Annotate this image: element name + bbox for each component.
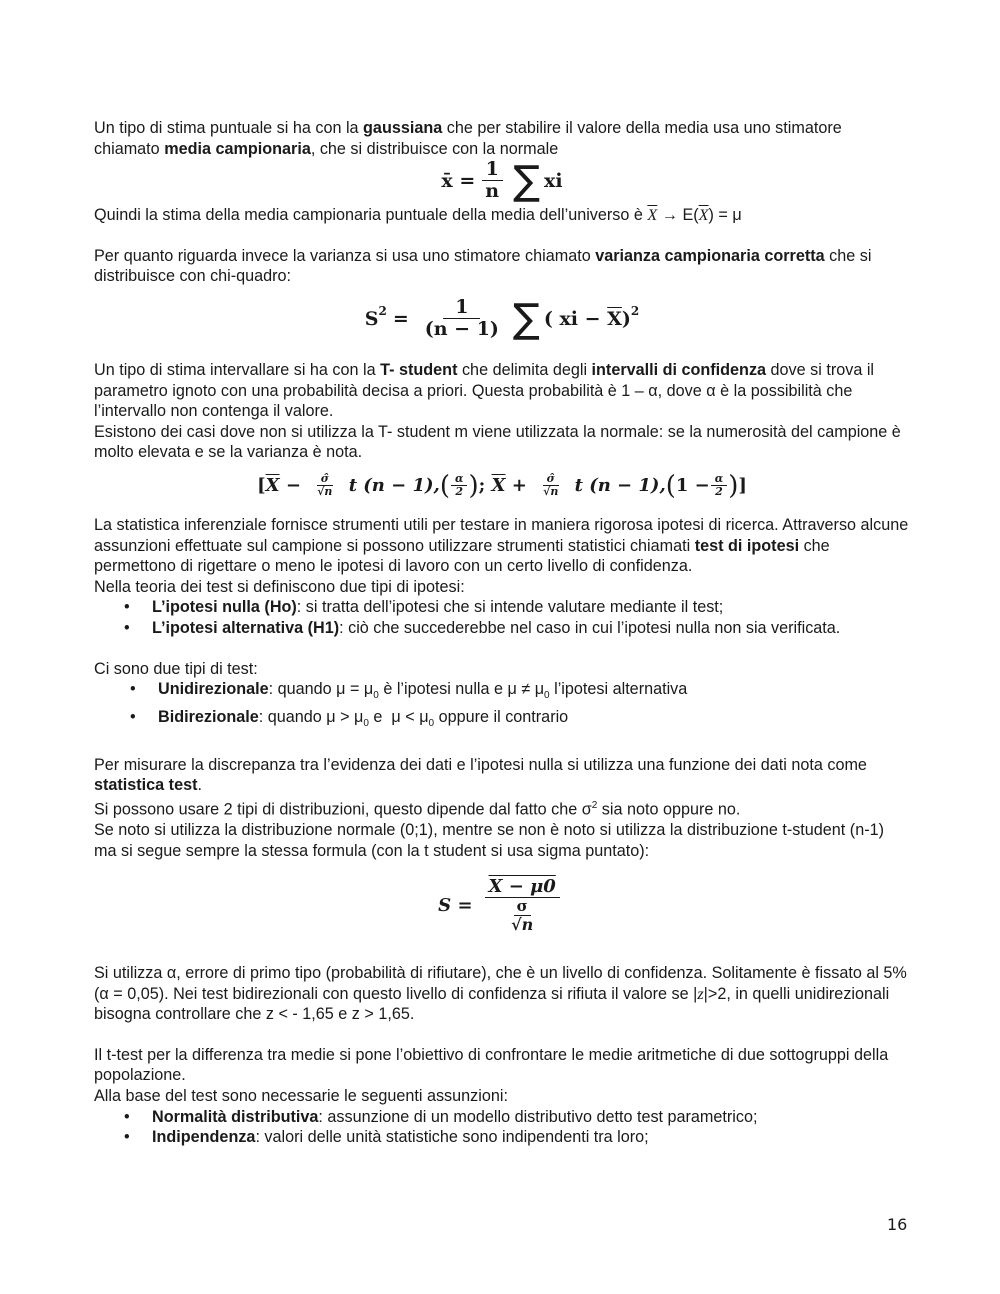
list-item: • Bidirezionale: quando $\mu > \mu_0$ e $\mu < \mu_0$ oppure il contrario [94,707,910,735]
page-content [94,118,910,1148]
list-item: • Unidirezionale: quando $\mu = \mu_0$ è l’ipotesi nulla e $\mu \ne \mu_0$ l’ipotesi alternativa [94,679,910,707]
paragraph-mean-estimate: Quindi la stima della media campionaria puntuale della media dell’universo è $\overline{X} \to E(\overline{X}) = \mu$ [94,206,742,225]
assumptions-list [94,1107,910,1148]
paragraph-t-student: Un tipo di stima intervallare si ha con la T- student che delimita degli intervalli di confidenza dove si trova il parametro ignoto con una probabilità decisa a priori. Questa probabilità è 1 – α, dove α è la possibilità che l’intervallo non contenga il valore. [94,360,875,421]
formula-test-statistic: S = X − μ0 σ √n [94,863,910,949]
paragraph-test-statistic: Per misurare la discrepanza tra l’evidenza dei dati e l’ipotesi nulla si utilizza una funzione dei dati nota come statistica test. [94,755,867,795]
paragraph-normal-case: Esistono dei casi dove non si utilizza la T- student m viene utilizzata la normale: se la numerosità del campione è molto elevata e se la varianza è nota. [94,422,901,462]
list-item: • L’ipotesi alternativa (H1): ciò che succederebbe nel caso in cui l’ipotesi nulla non sia verificata. [94,618,910,639]
list-item: • Normalità distributiva: assunzione di un modello distributivo detto test parametrico; [94,1107,910,1128]
paragraph-distributions: Si possono usare 2 tipi di distribuzioni, questo dipende dal fatto che $\sigma^2$ sia noto oppure no. [94,799,741,819]
paragraph-assumptions: Alla base del test sono necessarie le seguenti assunzioni: [94,1087,508,1106]
test-types-list [94,679,910,735]
hypothesis-list [94,597,910,638]
formula-sample-mean: x̄ = $\frac{1}{n}$ ∑ xi [441,158,563,205]
list-item: • Indipendenza: valori delle unità statistiche sono indipendenti tra loro; [94,1127,910,1148]
paragraph-inferential: La statistica inferenziale fornisce strumenti utili per testare in maniera rigorosa ipotesi di ricerca. Attraverso alcune assunzioni effettuate sul campione si possono utilizzare strumenti statistici chiamati test di ipotesi che permettono di rigettare o meno le ipotesi di lavoro con un certo livello di confidenza. [94,515,909,576]
paragraph-t-test: Il t-test per la differenza tra medie si pone l’obiettivo di confrontare le medie aritmetiche di due sottogruppi della popolazione. [94,1045,889,1085]
paragraph-gaussian: Un tipo di stima puntuale si ha con la gaussiana che per stabilire il valore della media usa uno stimatore chiamato media campionaria, che si distribuisce con la normale [94,119,842,158]
paragraph-normal-or-t: Se noto si utilizza la distribuzione normale (0;1), mentre se non è noto si utilizza la distribuzione t-student (n-1) ma si segue sempre la stessa formula (con la t student si usa sigma puntato): [94,820,884,860]
paragraph-alpha: Si utilizza α, errore di primo tipo (probabilità di rifiutare), che è un livello di confidenza. Solitamente è fissato al 5% (α = 0,05). Nei test bidirezionali con questo livello di confidenza si rifiuta il valore se |z|>2, in quelli unidirezionali bisogna controllare che z < - 1,65 e z > 1,65. [94,964,907,1024]
formula-corrected-variance: S $^2$ = $\frac{1}{(n - 1)}$ ∑ ( xi − $\overline{X}$ ) $^2$ [364,295,640,342]
page-number: 16 [887,1215,908,1234]
paragraph-hypothesis-types: Nella teoria dei test si definiscono due tipi di ipotesi: [94,577,465,596]
list-item: • L’ipotesi nulla (Ho): si tratta dell’ipotesi che si intende valutare mediante il test; [94,597,910,618]
paragraph-test-types: Ci sono due tipi di test: [94,659,258,678]
formula-confidence-interval: [ $\overline{X}$ − $\frac{\sigmâ}{√n}$ t (n − 1), ( $\frac{\alpha}{2}$ ) ; $\overline{X}$ + $\frac{\sigmâ}{√n}$ t (n − 1), ( 1 − $\frac{\alpha}{2}$ ) ] [257,470,747,501]
paragraph-variance: Per quanto riguarda invece la varianza si usa uno stimatore chiamato varianza campionaria corretta che si distribuisce con chi-quadro: [94,246,872,286]
